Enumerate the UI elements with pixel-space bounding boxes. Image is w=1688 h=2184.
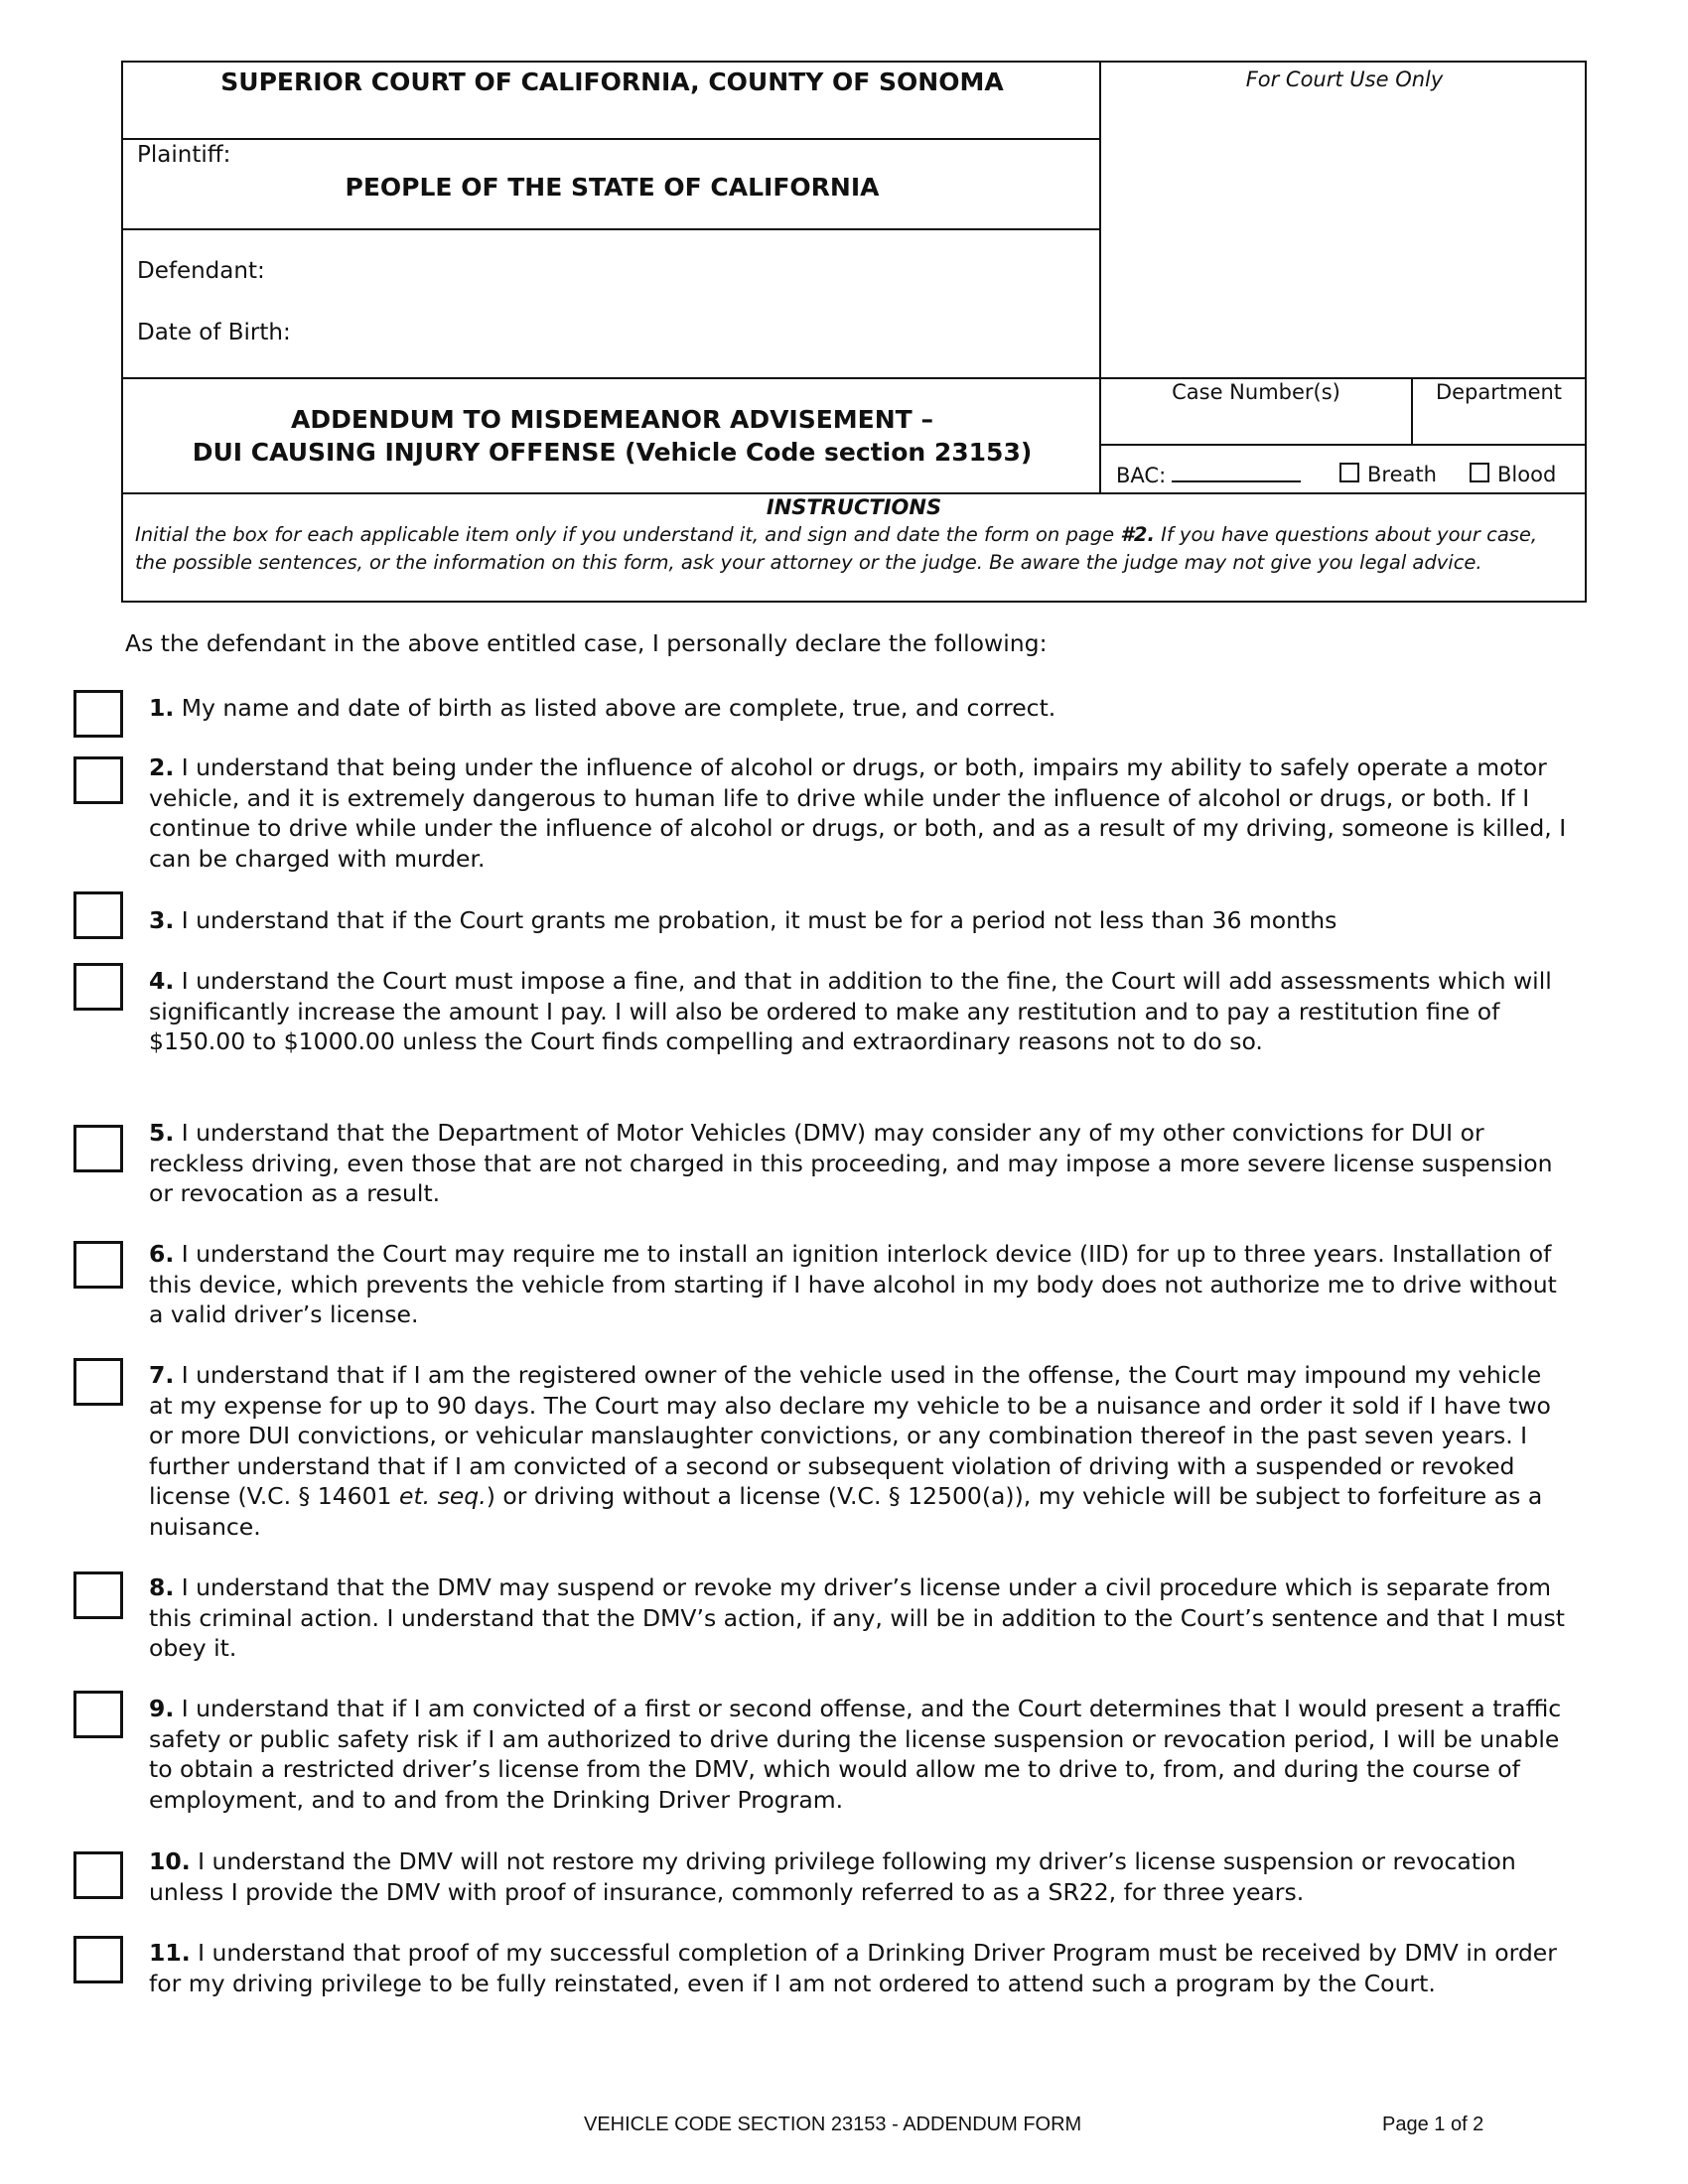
advisement-item-4: 4. I understand the Court must impose a fine, and that in addition to the fine, the Court will add assessments which will significantly increase the amount I pay. I will also be ordered to make any restitution and to pay a restitution fine of $150.00 to $1000.00 unless the Court finds compelling and extraordinary reasons not to do so. — [149, 967, 1552, 1055]
intro-statement: As the defendant in the above entitled case, I personally declare the following: — [125, 629, 1048, 657]
initial-box-7[interactable] — [73, 1358, 123, 1406]
form-title-line2: DUI CAUSING INJURY OFFENSE (Vehicle Code section 23153) — [192, 438, 1033, 467]
form-title-line1: ADDENDUM TO MISDEMEANOR ADVISEMENT – — [291, 405, 933, 434]
advisement-item-11: 11. I understand that proof of my successful completion of a Drinking Driver Program must be received by DMV in order for my driving privilege to be fully reinstated, even if I am not ordered to attend such a program by the Court. — [149, 1939, 1557, 1997]
header-divider — [123, 138, 1101, 140]
initial-box-8[interactable] — [73, 1571, 123, 1619]
header-divider — [123, 377, 1587, 379]
initial-box-9[interactable] — [73, 1691, 123, 1738]
blood-option[interactable] — [1470, 463, 1556, 486]
advisement-item-8: 8. I understand that the DMV may suspend or revoke my driver’s license under a civil procedure which is separate from this criminal action. I understand that the DMV’s action, if any, will be in addition to the Court’s sentence and that I must obey it. — [149, 1573, 1565, 1662]
advisement-item-5: 5. I understand that the Department of Motor Vehicles (DMV) may consider any of my other convictions for DUI or reckless driving, even those that are not charged in this proceeding, and may impose a more severe license suspension or revocation as a result. — [149, 1119, 1553, 1207]
advisement-item-10: 10. I understand the DMV will not restore my driving privilege following my driver’s license suspension or revocation unless I provide the DMV with proof of insurance, commonly referred to as a SR22, for three years. — [149, 1847, 1516, 1906]
advisement-item-2: 2. I understand that being under the influence of alcohol or drugs, or both, impairs my ability to safely operate a motor vehicle, and it is extremely dangerous to human life to drive while under the influence of alcohol or drugs, or both. If I continue to drive while under the influence of alcohol or drugs, or both, and as a result of my driving, someone is killed, I can be charged with murder. — [149, 753, 1567, 873]
advisement-item-9: 9. I understand that if I am convicted of a first or second offense, and the Court determines that I would present a traffic safety or public safety risk if I am authorized to drive during the license suspension or revocation period, I will be unable to obtain a restricted driver’s license from the DMV, which would allow me to drive to, from, and during the course of employment, and to and from the Drinking Driver Program. — [149, 1695, 1562, 1814]
bac-blank-line[interactable] — [1172, 463, 1301, 482]
court-title: SUPERIOR COURT OF CALIFORNIA, COUNTY OF SONOMA — [220, 68, 1004, 96]
case-header — [121, 61, 1587, 603]
breath-label: Breath — [1367, 463, 1437, 486]
case-number-label: Case Number(s) — [1172, 380, 1340, 404]
header-divider — [123, 492, 1587, 494]
initial-box-10[interactable] — [73, 1851, 123, 1899]
initial-box-11[interactable] — [73, 1936, 123, 1983]
advisement-item-3: 3. I understand that if the Court grants me probation, it must be for a period not less than 36 months — [149, 906, 1337, 934]
blood-label: Blood — [1497, 463, 1557, 486]
instructions-text: Initial the box for each applicable item only if you understand it, and sign and date the form on page #2. If you have questions about your case, the possible sentences, or the information on this form, ask your attorney or the judge. Be aware the judge may not give you legal advice. — [135, 523, 1538, 574]
bac-label: BAC: — [1116, 464, 1167, 487]
header-divider — [1101, 444, 1587, 446]
court-use-only-label: For Court Use Only — [1245, 68, 1444, 91]
defendant-label: Defendant: — [137, 258, 265, 284]
plaintiff-label: Plaintiff: — [137, 142, 231, 168]
initial-box-5[interactable] — [73, 1125, 123, 1172]
instructions-title: INSTRUCTIONS — [766, 495, 942, 519]
footer-form-name: VEHICLE CODE SECTION 23153 - ADDENDUM FORM — [584, 2114, 1082, 2135]
initial-box-6[interactable] — [73, 1241, 123, 1289]
advisement-item-7: 7. I understand that if I am the registered owner of the vehicle used in the offense, the Court may impound my vehicle at my expense for up to 90 days. The Court may also declare my vehicle to be a nuisance and order it sold if I have two or more DUI convictions, or vehicular manslaughter convictions, or any combination thereof in the past seven years. I further understand that if I am convicted of a second or subsequent violation of driving with a suspended or revoked license (V.C. § 14601 et. seq.) or driving without a license (V.C. § 12500(a)), my vehicle will be subject to forfeiture as a nuisance. — [149, 1361, 1551, 1541]
initial-box-1[interactable] — [73, 690, 123, 738]
department-label: Department — [1435, 380, 1563, 404]
initial-box-2[interactable] — [73, 756, 123, 804]
initial-box-3[interactable] — [73, 891, 123, 939]
dob-label: Date of Birth: — [137, 320, 291, 345]
initial-box-4[interactable] — [73, 963, 123, 1011]
footer-page-number: Page 1 of 2 — [1382, 2114, 1484, 2135]
blood-checkbox[interactable] — [1470, 463, 1489, 482]
plaintiff-name: PEOPLE OF THE STATE OF CALIFORNIA — [345, 173, 880, 202]
breath-option[interactable] — [1339, 463, 1437, 486]
breath-checkbox[interactable] — [1339, 463, 1359, 482]
advisement-item-6: 6. I understand the Court may require me to install an ignition interlock device (IID) for up to three years. Installation of this device, which prevents the vehicle from starting if I have alcohol in my body does not authorize me to drive without a valid driver’s license. — [149, 1240, 1557, 1328]
advisement-item-1: 1. My name and date of birth as listed above are complete, true, and correct. — [149, 694, 1056, 722]
bac-field[interactable] — [1116, 463, 1301, 487]
header-divider — [123, 228, 1101, 230]
